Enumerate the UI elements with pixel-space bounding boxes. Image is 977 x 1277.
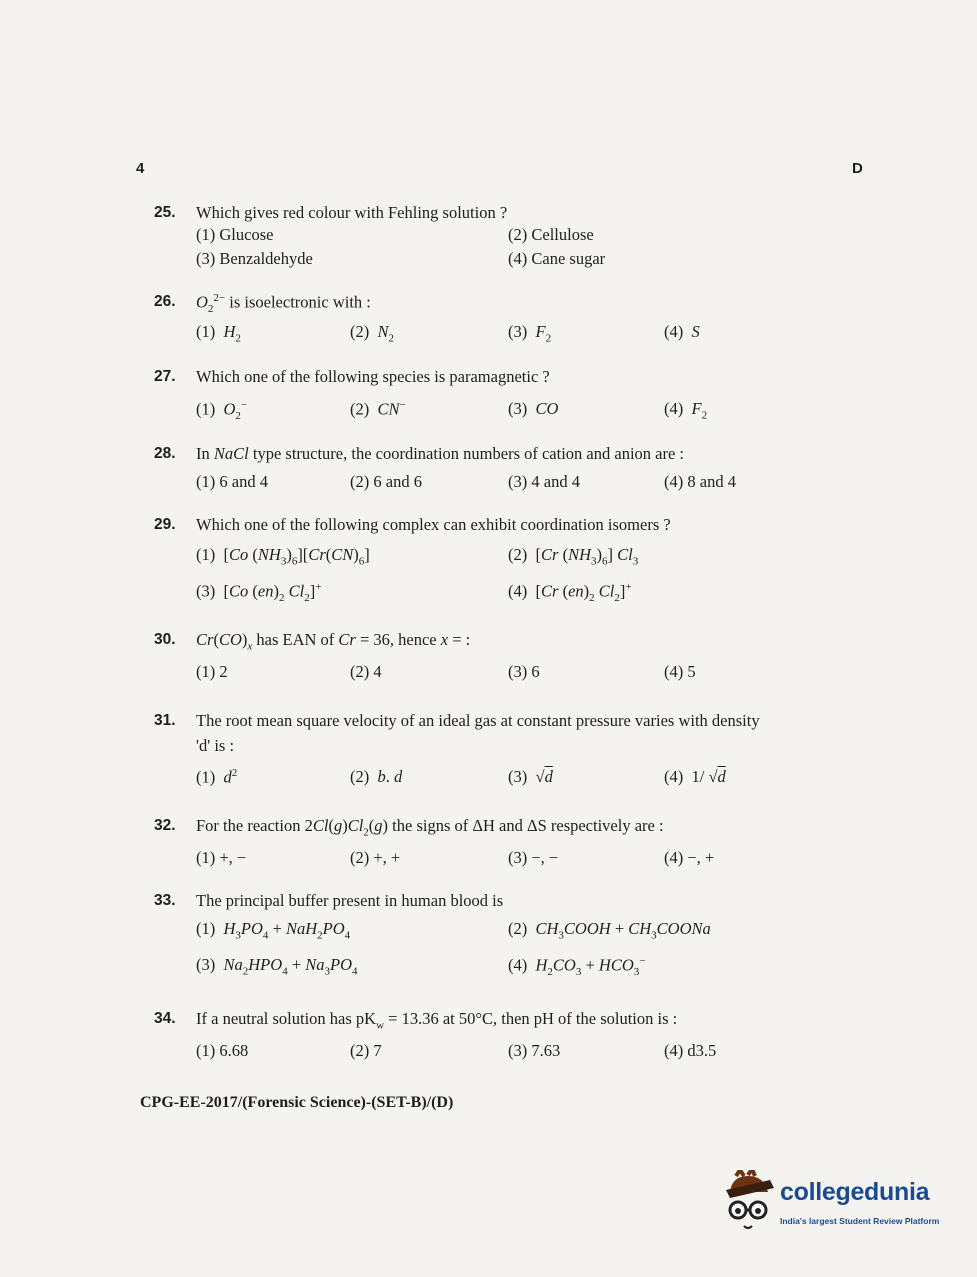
option-2: (2) $CH_3COOH$ + $CH_3COONa$: [508, 919, 711, 942]
question-text: Which one of the following species is paramagnetic ?: [196, 367, 550, 386]
question-26: [154, 292, 874, 346]
option-1: (1) +, −: [196, 848, 247, 867]
question-number: 33.: [154, 892, 176, 909]
option-4: (4) d3.5: [664, 1041, 717, 1060]
option-3: (3) CO: [508, 399, 559, 418]
option-4: (4) $F_2$: [664, 399, 708, 422]
option-1: (1) 6.68: [196, 1041, 249, 1060]
mascot-icon: [722, 1170, 778, 1236]
question-number: 25.: [154, 204, 176, 221]
option-2: (2) $N_2$: [350, 322, 395, 345]
question-text: $O_2^{2-}$ is isoelectronic with :: [196, 292, 371, 315]
question-30: [154, 630, 874, 686]
question-34: [154, 1009, 874, 1065]
option-1: (1) [Co $(NH_3)_6][Cr(CN)_6]$: [196, 545, 370, 568]
question-number: 29.: [154, 516, 176, 533]
option-4: (4) [Cr $(en)_2$ $Cl_2]^+$: [508, 581, 632, 604]
question-text: For the reaction $2Cl(g)Cl_2(g)$ the signs of ΔH and ΔS respectively are :: [196, 816, 664, 839]
question-text: The principal buffer present in human blood is: [196, 891, 504, 910]
question-text: If a neutral solution has $pK_w = 13.36$ at 50°C, then pH of the solution is :: [196, 1009, 678, 1032]
question-number: 27.: [154, 368, 176, 385]
question-number: 28.: [154, 445, 176, 462]
question-text: Which gives red colour with Fehling solution ?: [196, 203, 508, 222]
option-1: (1) 6 and 4: [196, 472, 268, 491]
question-33: [154, 891, 874, 979]
brand-name: collegedunia: [780, 1178, 930, 1206]
question-29: [154, 515, 874, 605]
option-4: (4) 5: [664, 662, 696, 681]
question-27: [154, 367, 874, 423]
option-1: (1) 2: [196, 662, 228, 681]
option-1: (1) Glucose: [196, 225, 274, 244]
option-4: (4) 1/ √d: [664, 767, 726, 786]
question-28: [154, 444, 874, 496]
question-number: 30.: [154, 631, 176, 648]
question-text: The root mean square velocity of an ideal gas at constant pressure varies with density: [196, 711, 760, 730]
option-2: (2) b. d: [350, 767, 403, 786]
option-2: (2) 7: [350, 1041, 382, 1060]
option-2: (2) CN−: [350, 399, 406, 419]
brand-tagline: India's largest Student Review Platform: [780, 1216, 940, 1226]
question-number: 34.: [154, 1010, 176, 1027]
exam-code-footer: CPG-EE-2017/(Forensic Science)-(SET-B)/(D): [140, 1094, 454, 1111]
option-3: (3) $Na_2HPO_4 + Na_3PO_4$: [196, 955, 358, 978]
page-number: 4: [136, 160, 145, 177]
option-4: (4) S: [664, 322, 700, 341]
option-4: (4) Cane sugar: [508, 249, 606, 268]
option-2: (2) 6 and 6: [350, 472, 422, 491]
option-3: (3) Benzaldehyde: [196, 249, 313, 268]
question-text: Which one of the following complex can exhibit coordination isomers ?: [196, 515, 671, 534]
option-2: (2) Cellulose: [508, 225, 594, 244]
question-text-continued: 'd' is :: [196, 736, 235, 755]
option-3: (3) 4 and 4: [508, 472, 580, 491]
brand-logo[interactable]: [722, 1170, 952, 1236]
option-3: (3) 6: [508, 662, 540, 681]
question-text: $Cr(CO)_x$ has EAN of Cr = 36, hence x = :: [196, 630, 471, 653]
option-3: (3) 7.63: [508, 1041, 561, 1060]
option-3: (3) √d: [508, 767, 553, 786]
option-2: (2) 4: [350, 662, 382, 681]
option-3: (3) [Co $(en)_2$ $Cl_2]^+$: [196, 581, 322, 604]
option-3: (3) −, −: [508, 848, 559, 867]
option-1: (1) $H_3PO_4 + NaH_2PO_4$: [196, 919, 351, 942]
question-text-body: is isoelectronic with :: [229, 292, 371, 312]
option-2: (2) +, +: [350, 848, 401, 867]
question-31: [154, 711, 874, 791]
option-4: (4) $H_2CO_3 + HCO_3^-$: [508, 955, 646, 978]
option-4: (4) 8 and 4: [664, 472, 736, 491]
option-3: (3) $F_2$: [508, 322, 552, 345]
option-1: (1) $O_2^-$: [196, 399, 248, 422]
question-25: [154, 203, 874, 273]
set-code: D: [852, 160, 863, 177]
option-4: (4) −, +: [664, 848, 715, 867]
option-2: (2) [Cr $(NH_3)_6$] $Cl_3$: [508, 545, 639, 568]
question-text: In NaCl type structure, the coordination numbers of cation and anion are :: [196, 444, 685, 463]
question-number: 26.: [154, 293, 176, 310]
question-32: [154, 816, 874, 872]
option-1: (1) $d^2$: [196, 767, 238, 787]
question-number: 31.: [154, 712, 176, 729]
question-number: 32.: [154, 817, 176, 834]
option-1: (1) $H_2$: [196, 322, 241, 345]
